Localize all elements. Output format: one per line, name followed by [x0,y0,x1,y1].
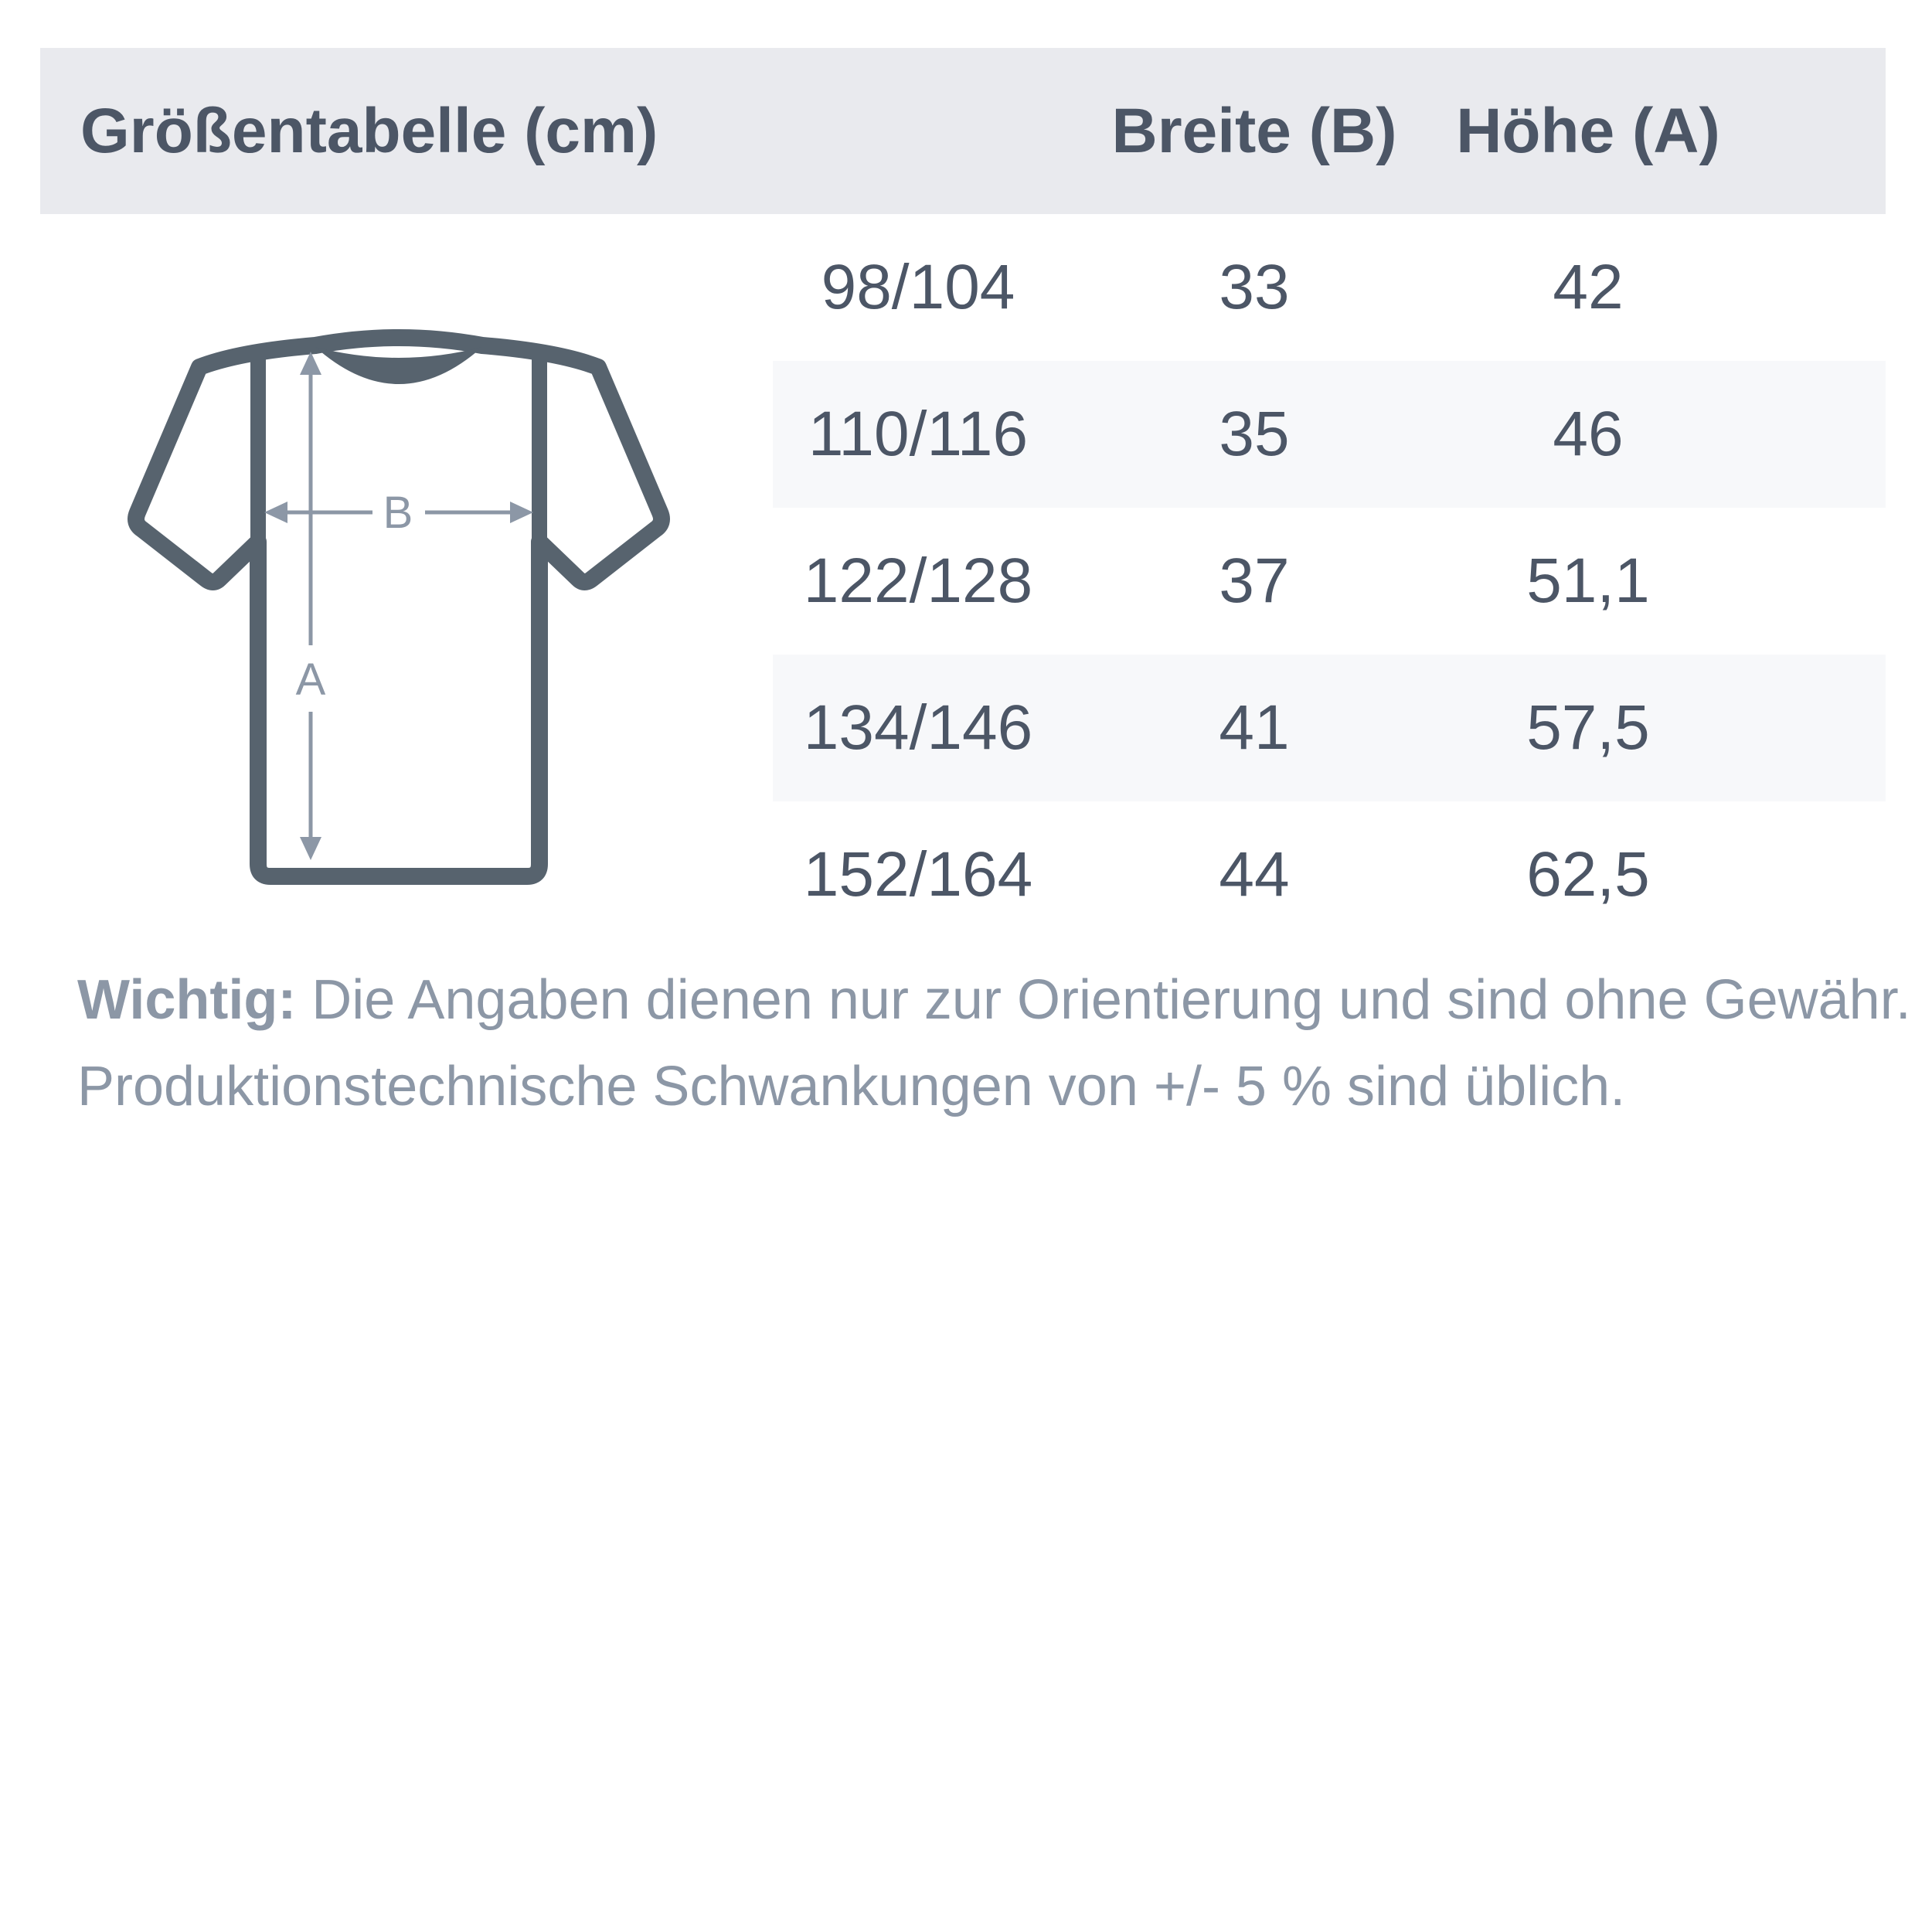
table-row [40,801,1886,948]
size-table [40,214,1886,948]
width-label: B [383,488,413,538]
height-cell: 57,5 [1526,692,1650,763]
table-row [40,361,1886,508]
note-label: Wichtig: [77,969,297,1031]
width-cell: 33 [1219,252,1290,322]
column-header-height: Höhe (A) [1456,95,1720,166]
page-title: Größentabelle (cm) [80,95,658,166]
column-header-width: Breite (B) [1111,95,1397,166]
height-cell: 42 [1553,252,1624,322]
width-cell: 44 [1219,839,1290,910]
table-row [40,214,1886,361]
table-row [40,655,1886,801]
note-line-1 [77,957,1911,1043]
size-cell: 134/146 [803,692,1033,763]
width-cell: 41 [1219,692,1290,763]
table-row [40,508,1886,655]
size-chart-header [40,48,1886,214]
height-cell: 46 [1553,399,1624,469]
size-cell: 152/164 [803,839,1033,910]
width-cell: 35 [1219,399,1290,469]
size-cell: 122/128 [803,546,1033,616]
size-cell: 98/104 [821,252,1015,322]
height-cell: 51,1 [1526,546,1650,616]
width-cell: 37 [1219,546,1290,616]
note-line-2: Produktionstechnische Schwankungen von +/- 5 % sind üblich. [77,1056,1626,1117]
disclaimer-note [77,957,1911,1130]
height-cell: 62,5 [1526,839,1650,910]
height-label: A [295,655,326,705]
note-text-1: Die Angaben dienen nur zur Orientierung und sind ohne Gewähr. [296,969,1911,1031]
size-cell: 110/116 [808,399,1029,469]
